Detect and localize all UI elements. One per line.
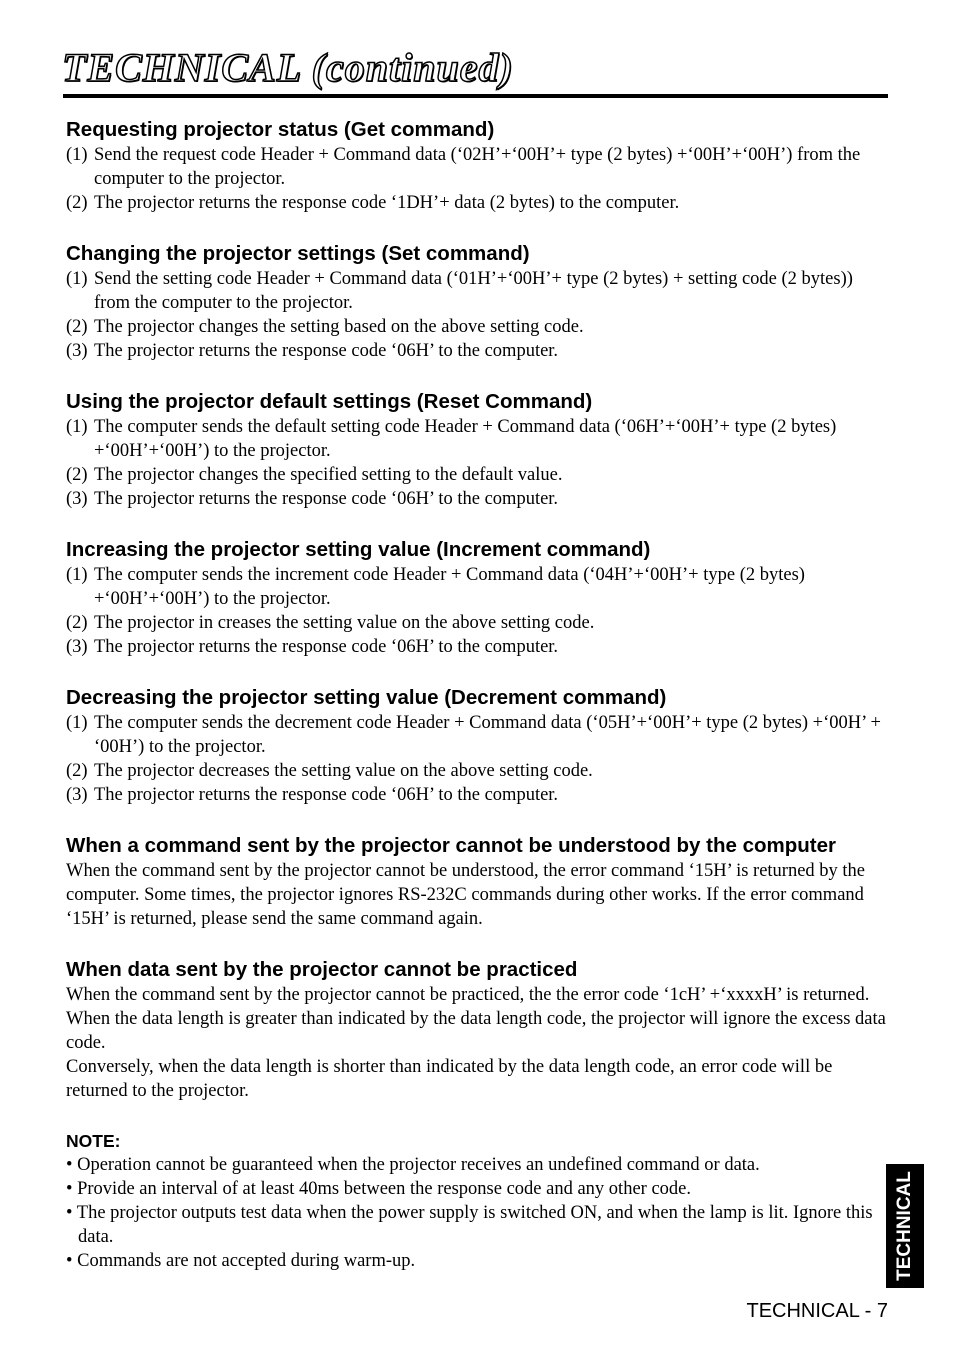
note-bullet: • Provide an interval of at least 40ms between the response code and any other code.	[66, 1179, 691, 1199]
list-item	[66, 783, 888, 807]
list-item	[66, 463, 888, 487]
section-heading: Increasing the projector setting value (Increment command)	[66, 538, 651, 561]
list-item	[66, 711, 888, 759]
section-command-not-understood	[66, 833, 888, 931]
item-number: (1)	[66, 145, 88, 165]
section-heading: Using the projector default settings (Reset Command)	[66, 390, 593, 413]
page-title: TECHNICAL (continued)	[62, 45, 514, 90]
list-item	[66, 563, 888, 611]
list-item	[66, 635, 888, 659]
note-title: NOTE:	[66, 1131, 121, 1151]
item-number: (3)	[66, 489, 88, 509]
section-increment-command	[66, 537, 888, 659]
list-item	[66, 143, 888, 191]
list-item	[66, 611, 888, 635]
item-number: (2)	[66, 465, 88, 485]
section-heading: Changing the projector settings (Set command)	[66, 242, 530, 265]
numbered-list	[66, 415, 888, 511]
item-text: The projector returns the response code ‘1DH’+ data (2 bytes) to the computer.	[94, 193, 680, 213]
section-reset-command	[66, 389, 888, 511]
item-text: The computer sends the decrement code Header + Command data (‘05H’+‘00H’+ type (2 bytes) +‘00H’ + ‘00H’) to the projector.	[94, 713, 881, 757]
item-number: (3)	[66, 785, 88, 805]
list-item	[66, 415, 888, 463]
numbered-list	[66, 711, 888, 807]
page-number: TECHNICAL - 7	[746, 1300, 888, 1322]
list-item	[66, 191, 888, 215]
item-text: The projector decreases the setting value on the above setting code.	[94, 761, 593, 781]
item-text: The projector returns the response code ‘06H’ to the computer.	[94, 785, 559, 805]
section-get-command	[66, 117, 888, 215]
item-text: Send the request code Header + Command data (‘02H’+‘00H’+ type (2 bytes) +‘00H’+‘00H’) from the computer to the projector.	[94, 145, 861, 189]
item-number: (2)	[66, 317, 88, 337]
numbered-list	[66, 143, 888, 215]
item-text: The projector changes the setting based on the above setting code.	[94, 317, 584, 337]
main-content	[66, 117, 888, 1273]
note-section	[66, 1129, 888, 1273]
numbered-list	[66, 267, 888, 363]
item-number: (1)	[66, 417, 88, 437]
note-bullet: • Commands are not accepted during warm-up.	[66, 1251, 416, 1271]
item-text: The projector returns the response code ‘06H’ to the computer.	[94, 341, 559, 361]
paragraph: When the command sent by the projector cannot be practiced, the the error code ‘1cH’ +‘xxxxH’ is returned.	[66, 985, 870, 1005]
list-item	[66, 267, 888, 315]
item-text: The computer sends the increment code Header + Command data (‘04H’+‘00H’+ type (2 bytes) +‘00H’+‘00H’) to the projector.	[94, 565, 805, 609]
item-number: (2)	[66, 613, 88, 633]
section-heading: When a command sent by the projector cannot be understood by the computer	[66, 834, 836, 857]
list-item	[66, 339, 888, 363]
item-text: The projector in creases the setting value on the above setting code.	[94, 613, 595, 633]
section-heading: When data sent by the projector cannot be practiced	[66, 958, 578, 981]
section-heading: Requesting projector status (Get command)	[66, 118, 495, 141]
item-text: Send the setting code Header + Command data (‘01H’+‘00H’+ type (2 bytes) + setting code (2 bytes)) from the computer to the projector.	[94, 269, 853, 313]
section-data-not-practiced	[66, 957, 888, 1103]
note-bullet: • Operation cannot be guaranteed when the projector receives an undefined command or data.	[66, 1155, 760, 1175]
item-text: The projector changes the specified setting to the default value.	[94, 465, 563, 485]
item-number: (3)	[66, 341, 88, 361]
paragraph: When the command sent by the projector cannot be understood, the error command ‘15H’ is returned by the computer. Some times, the projector ignores RS-232C commands during other works. If the error command ‘15H’ is returned, please send the same command again.	[66, 861, 866, 929]
section-heading: Decreasing the projector setting value (Decrement command)	[66, 686, 667, 709]
item-text: The computer sends the default setting code Header + Command data (‘06H’+‘00H’+ type (2 bytes) +‘00H’+‘00H’) to the projector.	[94, 417, 837, 461]
paragraph: Conversely, when the data length is shorter than indicated by the data length code, an error code will be returned to the projector.	[66, 1057, 833, 1101]
item-number: (2)	[66, 761, 88, 781]
item-number: (1)	[66, 565, 88, 585]
note-bullet: • The projector outputs test data when the power supply is switched ON, and when the lamp is lit. Ignore this data.	[66, 1203, 873, 1247]
section-decrement-command	[66, 685, 888, 807]
header-rule	[63, 94, 888, 98]
item-number: (2)	[66, 193, 88, 213]
numbered-list	[66, 563, 888, 659]
paragraph: When the data length is greater than indicated by the data length code, the projector will ignore the excess data code.	[66, 1009, 886, 1053]
item-number: (1)	[66, 713, 88, 733]
item-number: (1)	[66, 269, 88, 289]
list-item	[66, 759, 888, 783]
item-number: (3)	[66, 637, 88, 657]
section-set-command	[66, 241, 888, 363]
item-text: The projector returns the response code ‘06H’ to the computer.	[94, 489, 559, 509]
list-item	[66, 487, 888, 511]
list-item	[66, 315, 888, 339]
side-tab	[886, 1164, 924, 1288]
item-text: The projector returns the response code ‘06H’ to the computer.	[94, 637, 559, 657]
side-tab-label: TECHNICAL	[894, 1171, 915, 1281]
